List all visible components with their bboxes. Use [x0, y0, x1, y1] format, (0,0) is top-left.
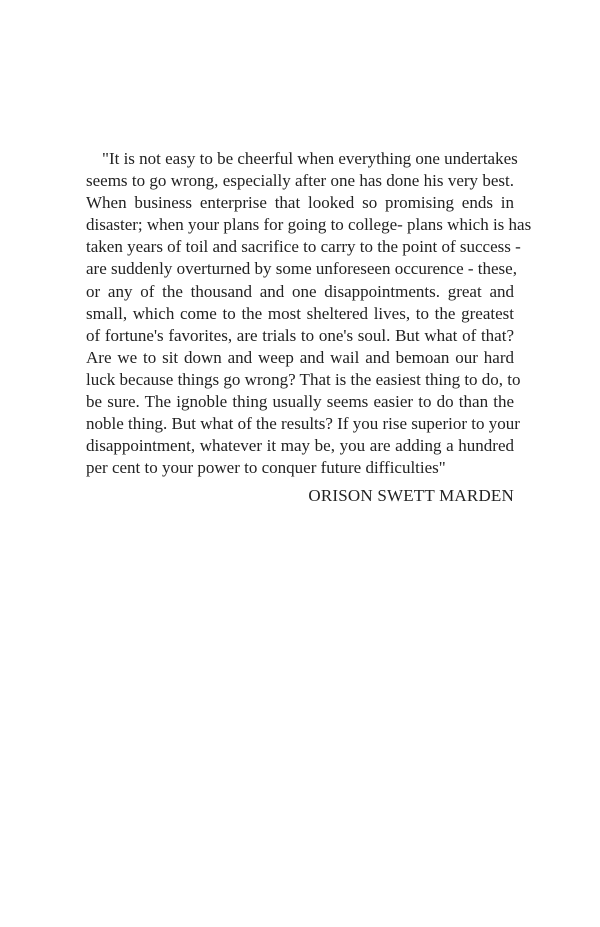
quote-line: or any of the thousand and one disappointments. great and: [86, 281, 514, 301]
quote-paragraph: [86, 148, 532, 479]
quote-line: luck because things go wrong? That is the easiest thing to do, to: [86, 369, 521, 389]
quote-line: per cent to your power to conquer future difficulties": [86, 458, 446, 478]
quote-line: small, which come to the most sheltered lives, to the greatest: [86, 303, 514, 323]
quote-line: of fortune's favorites, are trials to one's soul. But what of that?: [86, 325, 514, 345]
quote-line: taken years of toil and sacrifice to carry to the point of success -: [86, 237, 521, 257]
quote-line: are suddenly overturned by some unforeseen occurence - these,: [86, 259, 517, 279]
quote-line: When business enterprise that looked so promising ends in: [86, 193, 514, 213]
quote-line: disappointment, whatever it may be, you are adding a hundred: [86, 436, 514, 456]
quote-line: "It is not easy to be cheerful when everything one undertakes: [102, 149, 518, 168]
quote-attribution: ORISON SWETT MARDEN: [308, 486, 514, 505]
quote-line: noble thing. But what of the results? If you rise superior to your: [86, 414, 520, 434]
quote-line: Are we to sit down and weep and wail and bemoan our hard: [86, 347, 514, 367]
quote-line: seems to go wrong, especially after one has done his very best.: [86, 171, 514, 191]
quote-line: be sure. The ignoble thing usually seems easier to do than the: [86, 392, 514, 412]
quote-line: disaster; when your plans for going to college- plans which is has: [86, 215, 532, 235]
